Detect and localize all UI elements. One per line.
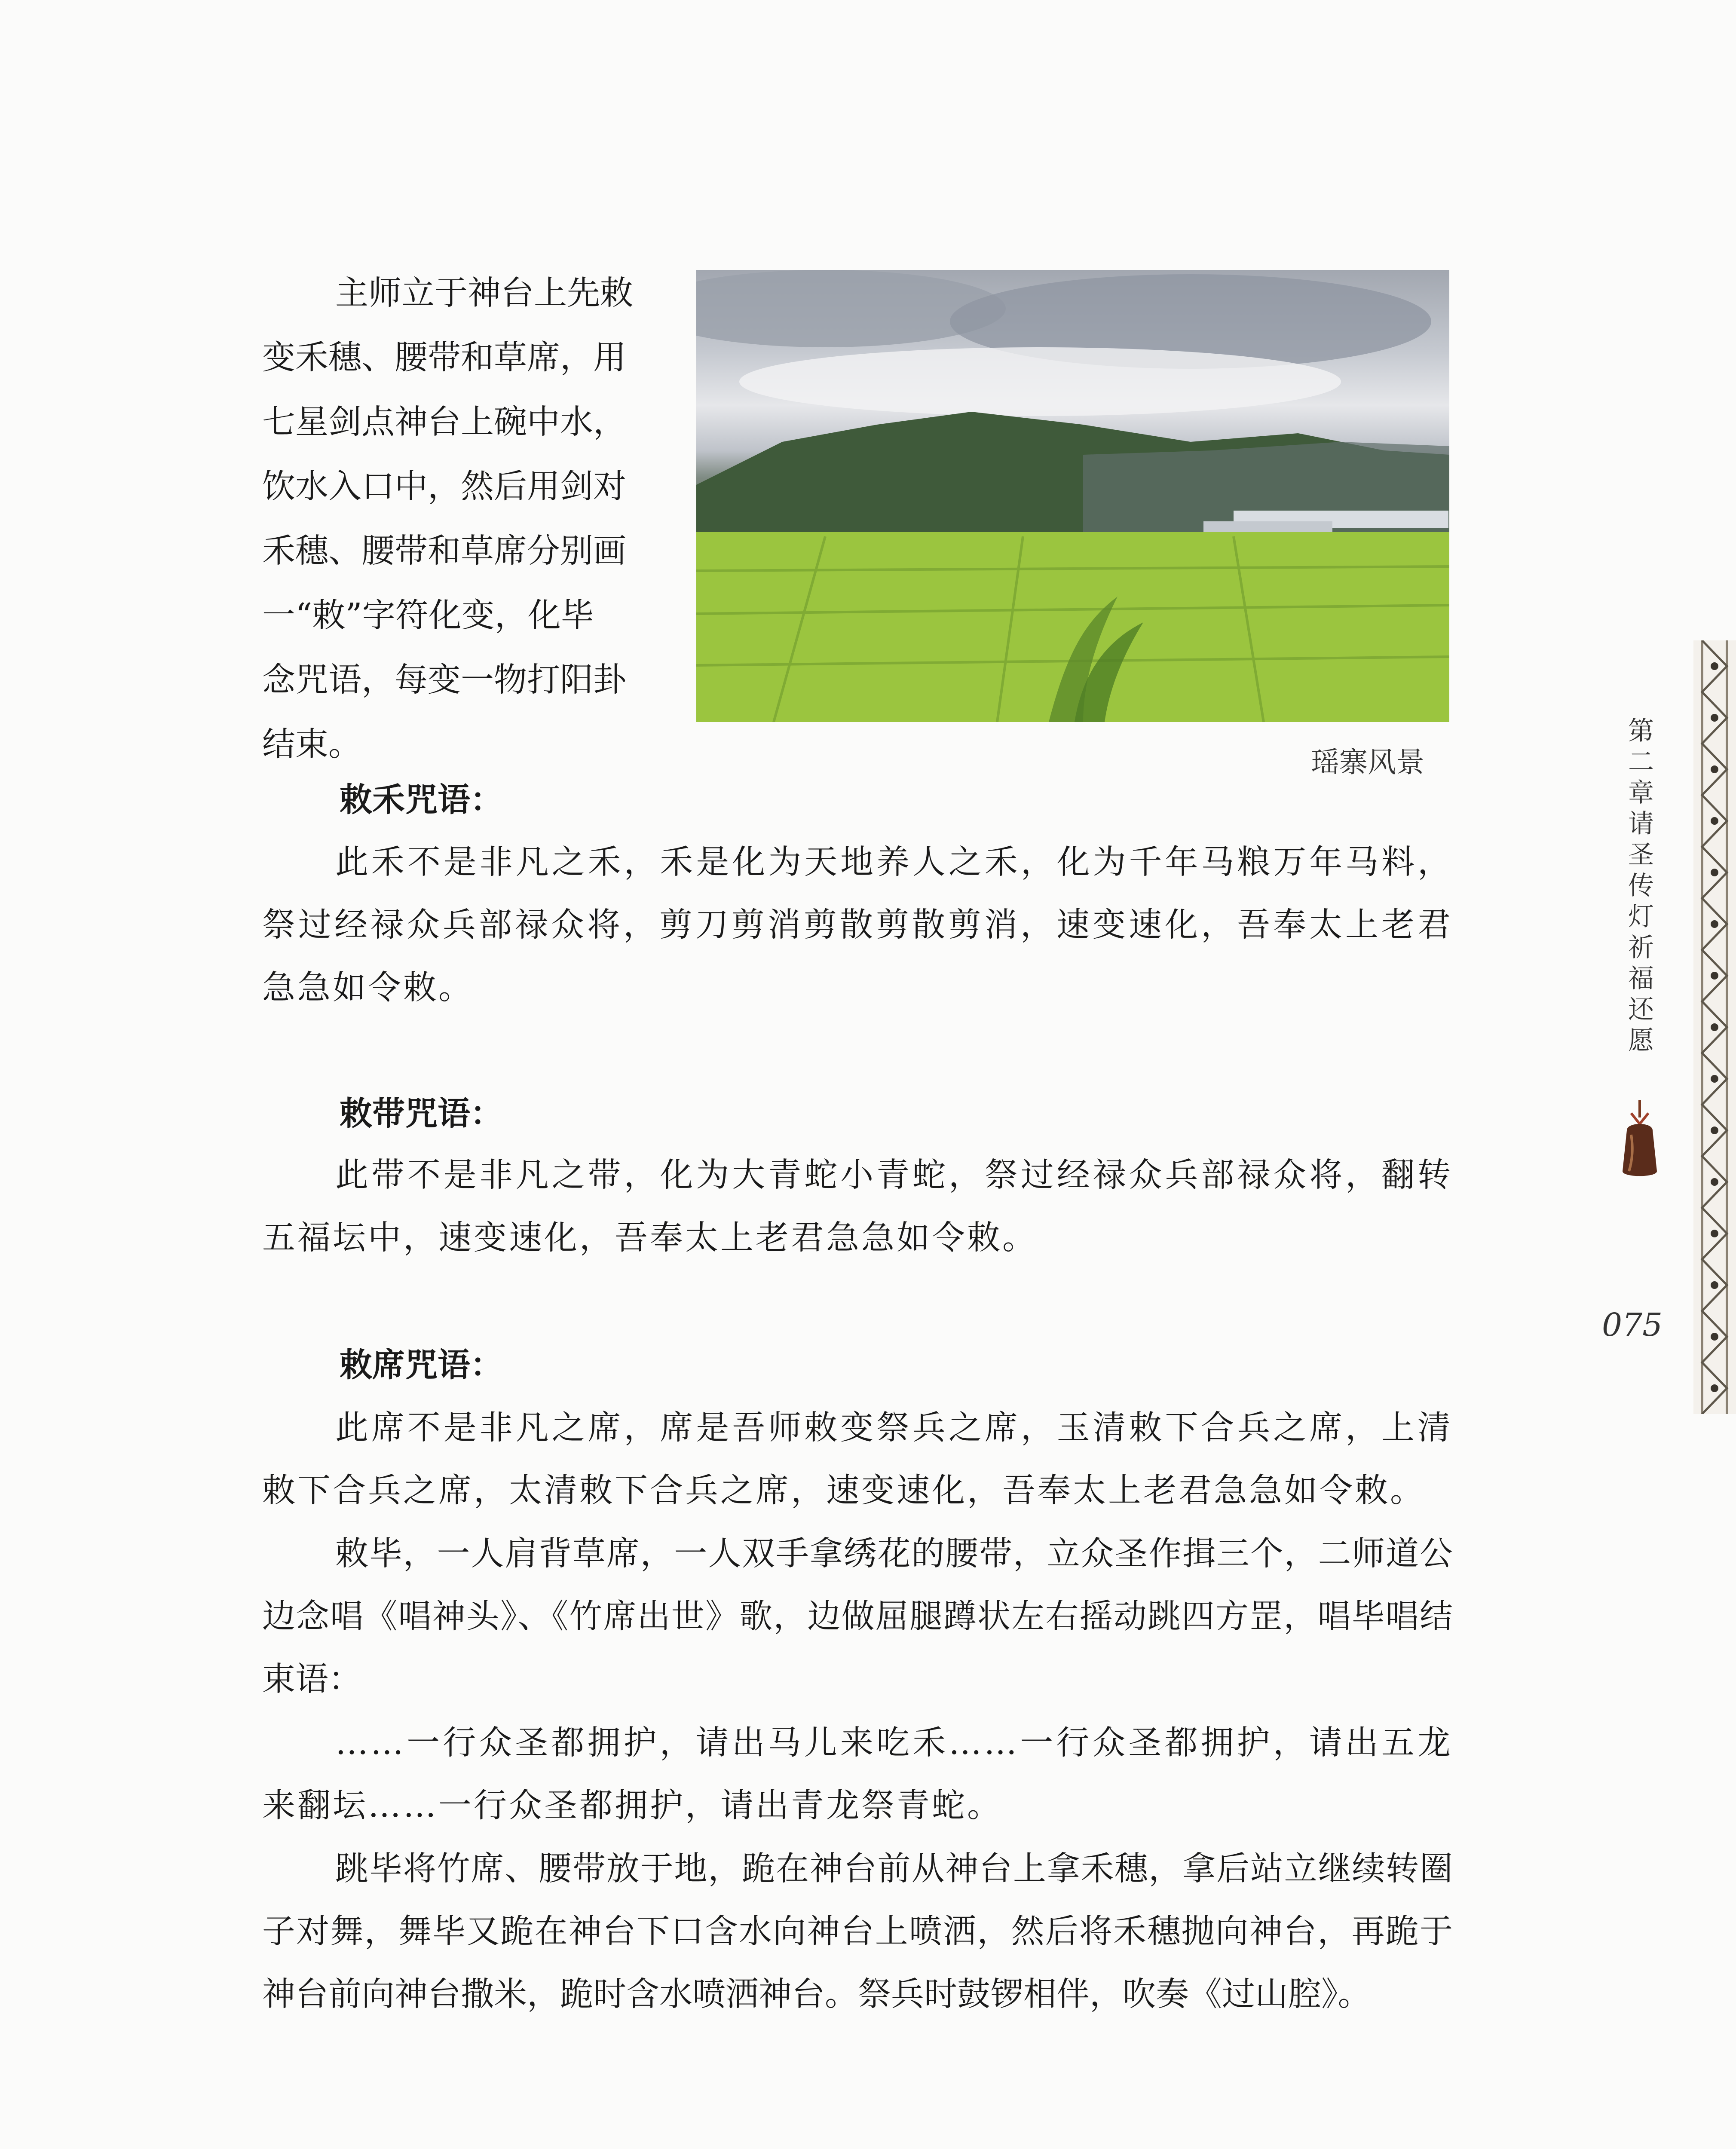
chapter-char: 请 [1628,809,1654,839]
chapter-char: 传 [1628,871,1654,901]
decorative-border-pattern [1693,640,1736,1414]
ritual-paragraph-2: ……一行众圣都拥护，请出马儿来吃禾……一行众圣都拥护，请出五龙来翻坛……一行众圣都拥护，请出青龙祭青蛇。 [262,1724,1453,1825]
incantation-xi: 此席不是非凡之席，席是吾师敕变祭兵之席，玉清敕下合兵之席，上清敕下合兵之席，太清敕下合兵之席，速变速化，吾奉太上老君急急如令敕。 [262,1409,1453,1510]
section-heading-xi: 敕席咒语： [340,1346,503,1384]
chapter-char: 二 [1628,747,1654,777]
section-heading-dai: 敕带咒语： [340,1094,503,1133]
chapter-char: 第 [1628,716,1654,746]
intro-line: 饮水入口中，然后用剑对 [262,468,626,506]
incantation-he: 此禾不是非凡之禾，禾是化为天地养人之禾，化为千年马粮万年马料，祭过经禄众兵部禄众将，剪刀剪消剪散剪散剪消，速变速化，吾奉太上老君急急如令敕。 [262,843,1453,1007]
chapter-char: 圣 [1628,840,1654,870]
bell-ornament-icon [1616,1100,1663,1182]
incantation-dai: 此带不是非凡之带，化为大青蛇小青蛇，祭过经禄众兵部禄众将，翻转五福坛中，速变速化，吾奉太上老君急急如令敕。 [262,1156,1453,1257]
ritual-paragraph-1: 敕毕，一人肩背草席，一人双手拿绣花的腰带，立众圣作揖三个，二师道公边念唱《唱神头》、《竹席出世》歌，边做屈腿蹲状左右摇动跳四方罡，唱毕唱结束语： [262,1535,1453,1699]
intro-paragraph [262,261,653,777]
chapter-title-vertical [1624,716,1658,1056]
chapter-char: 还 [1628,995,1654,1025]
chapter-char: 章 [1628,778,1654,808]
chapter-char: 祈 [1628,933,1654,963]
rice-terrace-landscape-image [696,270,1449,722]
page-number: 075 [1602,1307,1663,1344]
landscape-photo [696,270,1449,722]
section-heading-he: 敕禾咒语： [340,781,503,819]
intro-line: 结束。 [262,726,361,764]
intro-line: 念咒语，每变一物打阳卦 [262,661,626,699]
intro-line: 七星剑点神台上碗中水， [262,403,626,441]
intro-line: 变禾穗、腰带和草席，用 [262,339,626,377]
intro-line: 一“敕”字符化变，化毕 [262,597,594,635]
ritual-paragraph-3: 跳毕将竹席、腰带放于地，跪在神台前从神台上拿禾穗，拿后站立继续转圈子对舞，舞毕又跪在神台下口含水向神台上喷洒，然后将禾穗抛向神台，再跪于神台前向神台撒米，跪时含水喷洒神台。祭兵时鼓锣相伴，吹奏《过山腔》。 [262,1850,1453,2014]
chapter-char: 灯 [1628,902,1654,932]
chapter-char: 福 [1628,964,1654,994]
intro-line: 禾穗、腰带和草席分别画 [262,532,626,570]
intro-line: 主师立于神台上先敕 [335,274,633,312]
photo-caption: 瑶寨风景 [1311,746,1424,779]
chapter-char: 愿 [1628,1026,1654,1056]
